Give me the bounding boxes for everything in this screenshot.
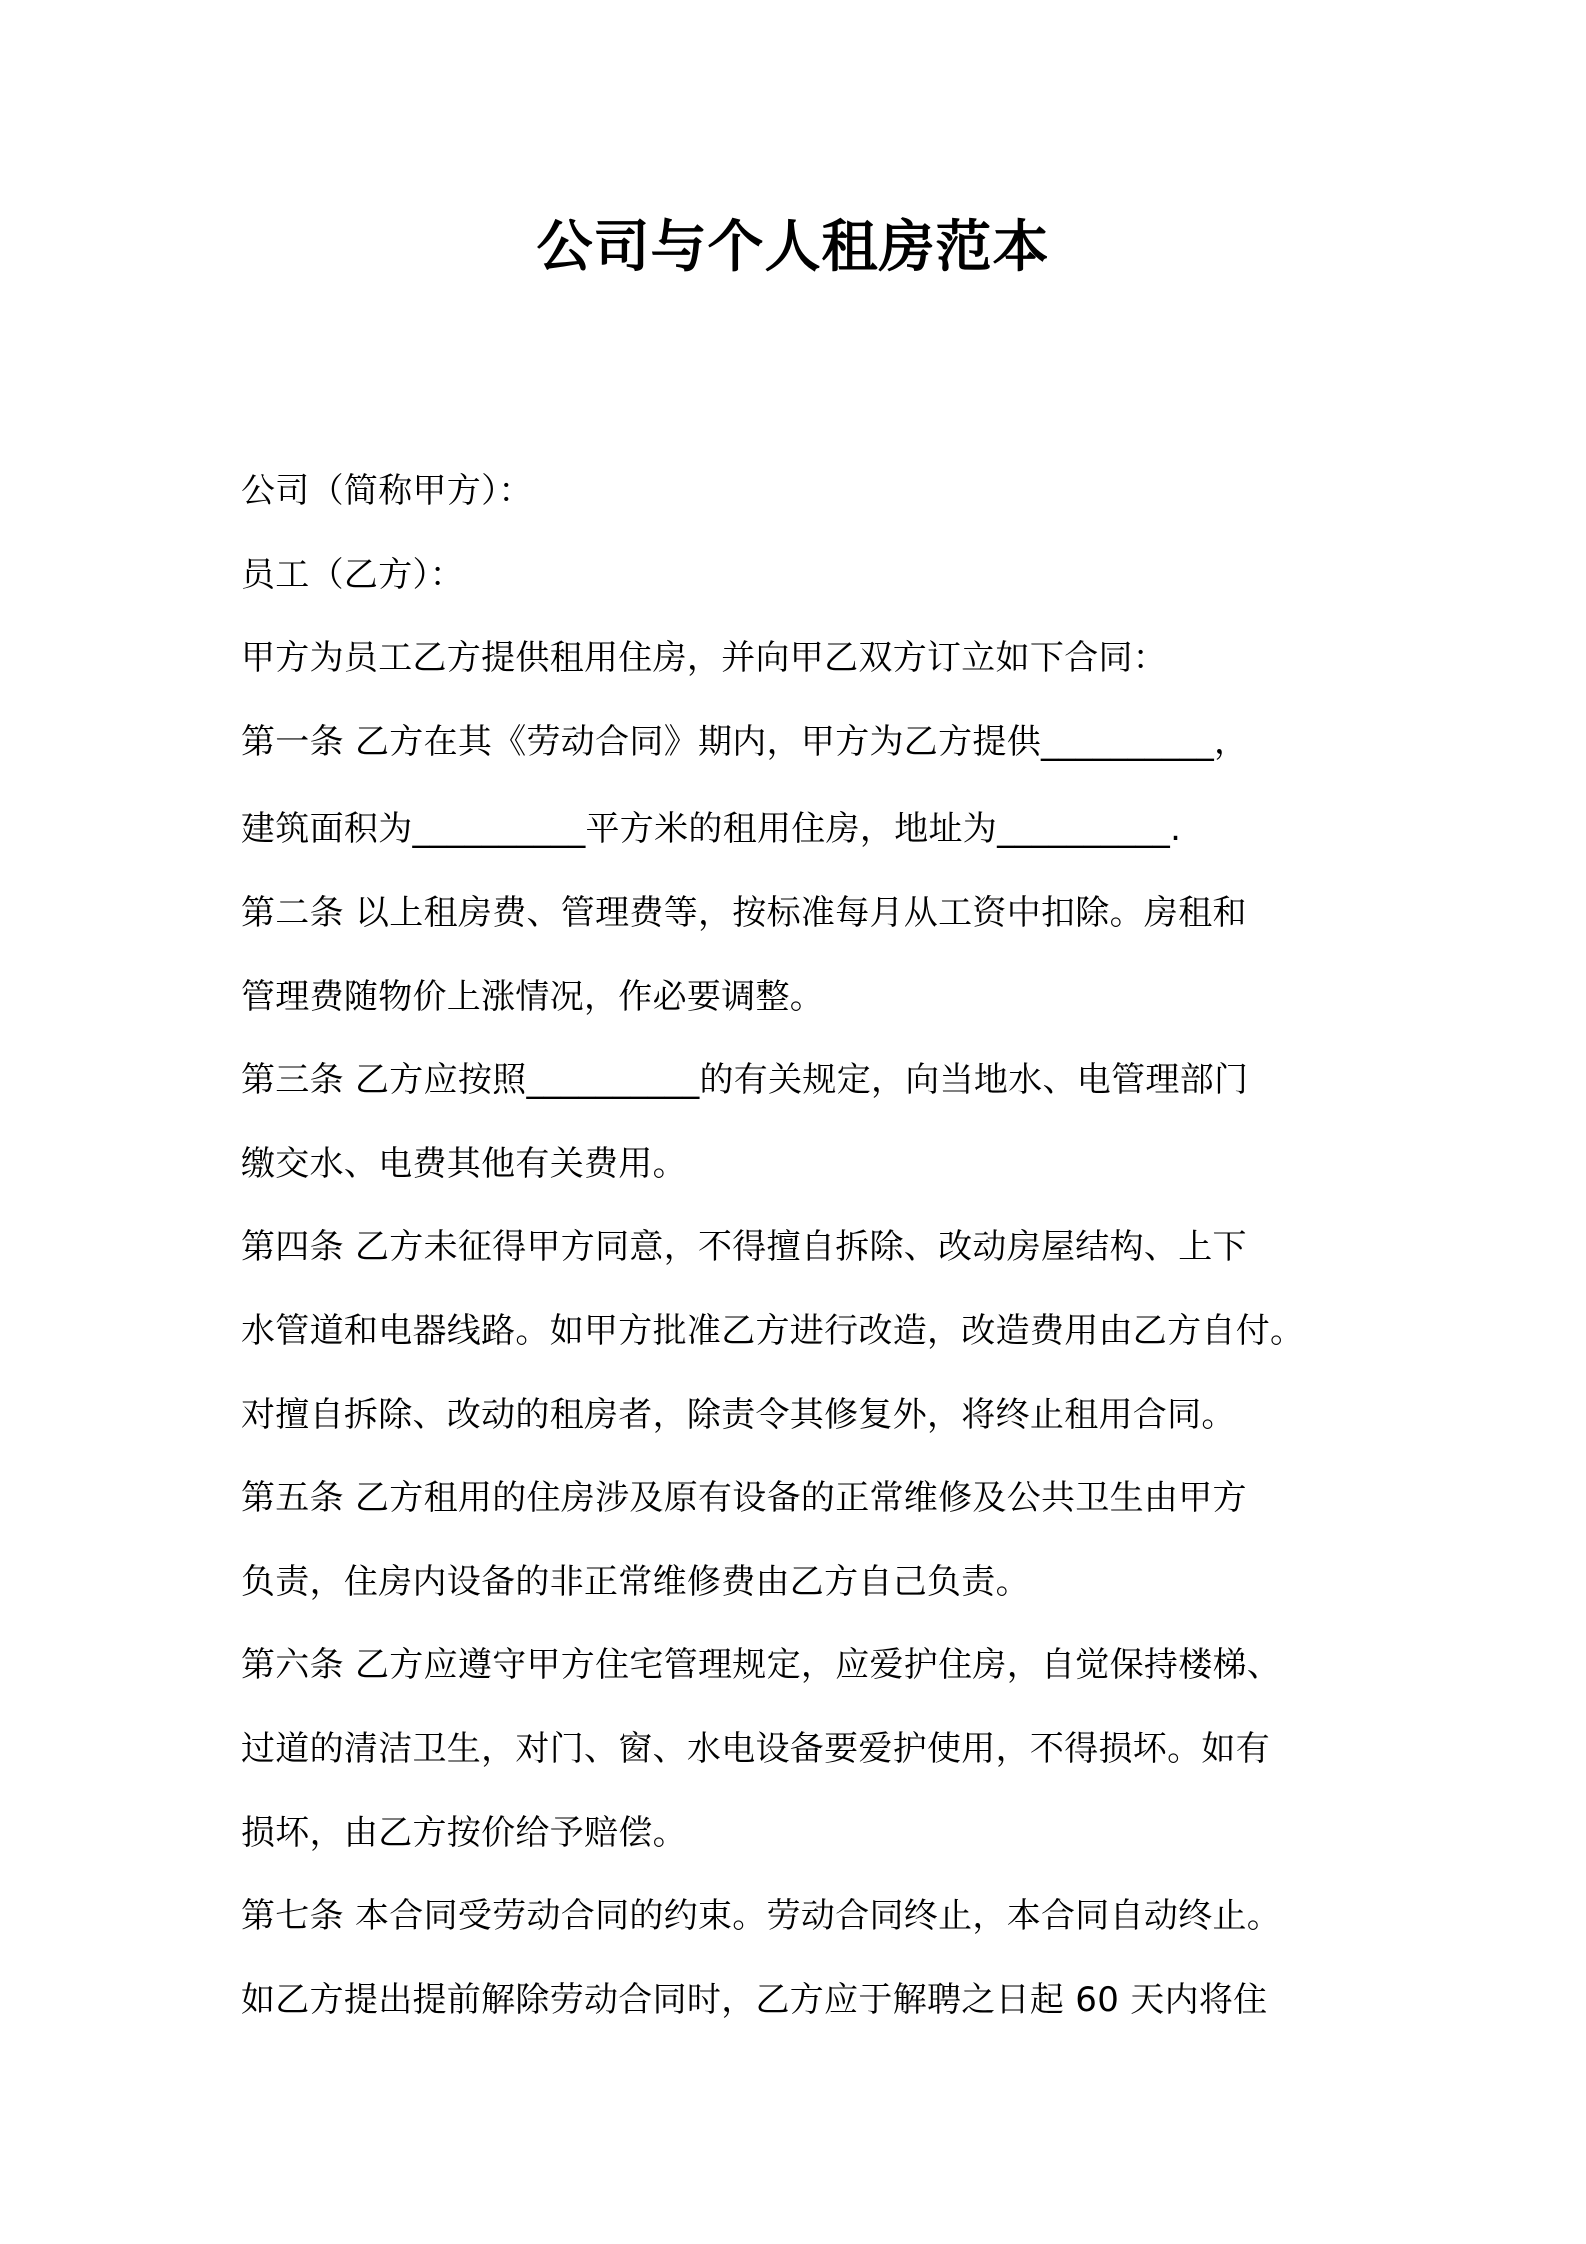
- article-4-line-3: 对擅自拆除、改动的租房者，除责令其修复外，将终止租用合同。: [241, 1394, 1236, 1435]
- party-a-line: 公司（简称甲方）：: [241, 471, 533, 511]
- article-3-line-2: 缴交水、电费其他有关费用。: [241, 1143, 687, 1184]
- document-title: 公司与个人租房范本: [536, 215, 1050, 280]
- article-7-line-1: 第七条 本合同受劳动合同的约束。劳动合同终止，本合同自动终止。: [241, 1896, 1282, 1937]
- article-1-line-2: 建筑面积为__________平方米的租用住房，地址为__________.: [241, 809, 1182, 850]
- article-6-line-2: 过道的清洁卫生，对门、窗、水电设备要爱护使用，不得损坏。如有: [241, 1728, 1270, 1769]
- article-6-line-1: 第六条 乙方应遵守甲方住宅管理规定，应爱护住房，自觉保持楼梯、: [241, 1645, 1282, 1686]
- article-5-line-2: 负责，住房内设备的非正常维修费由乙方自己负责。: [241, 1561, 1030, 1602]
- article-1-line-1: 第一条 乙方在其《劳动合同》期内，甲方为乙方提供__________，: [241, 721, 1249, 762]
- article-7-line-2: 如乙方提出提前解除劳动合同时，乙方应于解聘之日起 60 天内将住: [241, 1979, 1268, 2020]
- article-5-line-1: 第五条 乙方租用的住房涉及原有设备的正常维修及公共卫生由甲方: [241, 1478, 1247, 1519]
- preamble-line: 甲方为员工乙方提供租用住房，并向甲乙双方订立如下合同：: [241, 638, 1168, 679]
- party-b-line: 员工（乙方）：: [241, 554, 465, 595]
- document-body: [241, 450, 1381, 2042]
- article-6-line-3: 损坏，由乙方按价给予赔偿。: [241, 1812, 687, 1853]
- article-4-line-1: 第四条 乙方未征得甲方同意，不得擅自拆除、改动房屋结构、上下: [241, 1227, 1247, 1268]
- article-2-line-1: 第二条 以上租房费、管理费等，按标准每月从工资中扣除。房租和: [241, 892, 1247, 933]
- article-2-line-2: 管理费随物价上涨情况，作必要调整。: [241, 976, 825, 1017]
- article-3-line-1: 第三条 乙方应按照__________的有关规定，向当地水、电管理部门: [241, 1060, 1249, 1101]
- article-4-line-2: 水管道和电器线路。如甲方批准乙方进行改造，改造费用由乙方自付。: [241, 1310, 1305, 1351]
